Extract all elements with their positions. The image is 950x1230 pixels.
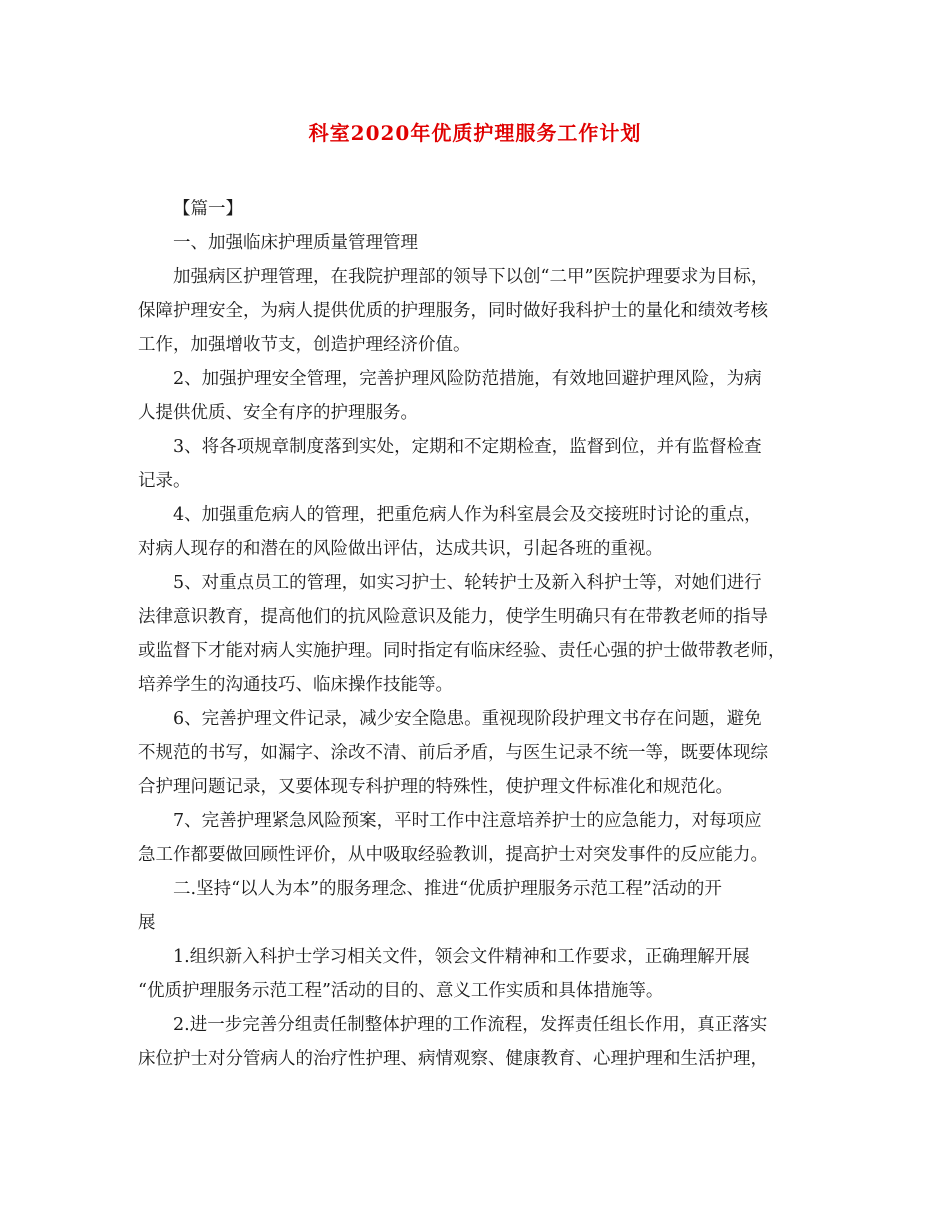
text-line: “优质护理服务示范工程”活动的目的、意义工作实质和具体措施等。 bbox=[138, 981, 664, 1001]
paragraph bbox=[138, 940, 818, 1008]
text-line: 工作，加强增收节支，创造护理经济价值。 bbox=[138, 335, 471, 355]
text-line: 保障护理安全，为病人提供优质的护理服务，同时做好我科护士的量化和绩效考核 bbox=[138, 301, 768, 321]
section-label bbox=[138, 192, 818, 226]
text-line: 二.坚持“以人为本”的服务理念、推进“优质护理服务示范工程”活动的开 bbox=[173, 879, 722, 899]
text-line: 或监督下才能对病人实施护理。同时指定有临床经验、责任心强的护士做带教老师， bbox=[138, 641, 786, 661]
text-line: 2.进一步完善分组责任制整体护理的工作流程，发挥责任组长作用，真正落实 bbox=[173, 1015, 768, 1035]
paragraph bbox=[138, 702, 818, 804]
paragraph bbox=[138, 1008, 818, 1076]
text-line: 床位护士对分管病人的治疗性护理、病情观察、健康教育、心理护理和生活护理， bbox=[138, 1049, 768, 1069]
paragraph bbox=[138, 566, 818, 702]
text-line: 对病人现存的和潜在的风险做出评估，达成共识，引起各班的重视。 bbox=[138, 539, 663, 559]
section-heading bbox=[138, 872, 818, 940]
text-line: 不规范的书写，如漏字、涂改不清、前后矛盾，与医生记录不统一等，既要体现综 bbox=[138, 743, 768, 763]
text-line: 合护理问题记录，又要体现专科护理的特殊性，使护理文件标准化和规范化。 bbox=[138, 777, 733, 797]
text-line: 法律意识教育，提高他们的抗风险意识及能力，使学生明确只有在带教老师的指导 bbox=[138, 607, 768, 627]
text-line: 2、加强护理安全管理，完善护理风险防范措施，有效地回避护理风险，为病 bbox=[173, 369, 762, 389]
text-line: 【篇一】 bbox=[173, 199, 243, 219]
text-line: 5、对重点员工的管理，如实习护士、轮转护士及新入科护士等，对她们进行 bbox=[173, 573, 762, 593]
text-line: 急工作都要做回顾性评价，从中吸取经验教训，提高护士对突发事件的反应能力。 bbox=[138, 845, 768, 865]
text-line: 1.组织新入科护士学习相关文件，领会文件精神和工作要求，正确理解开展 bbox=[173, 947, 750, 967]
text-line: 7、完善护理紧急风险预案，平时工作中注意培养护士的应急能力，对每项应 bbox=[173, 811, 762, 831]
text-line: 3、将各项规章制度落到实处，定期和不定期检查，监督到位，并有监督检查 bbox=[173, 437, 762, 457]
text-line: 培养学生的沟通技巧、临床操作技能等。 bbox=[138, 675, 453, 695]
text-line: 4、加强重危病人的管理，把重危病人作为科室晨会及交接班时讨论的重点， bbox=[173, 505, 762, 525]
text-line: 记录。 bbox=[138, 471, 191, 491]
paragraph bbox=[138, 804, 818, 872]
paragraph bbox=[138, 260, 818, 362]
document-title: 科室2020年优质护理服务工作计划 bbox=[308, 121, 642, 145]
section-heading bbox=[138, 226, 818, 260]
text-line: 一、加强临床护理质量管理管理 bbox=[173, 233, 418, 253]
text-line: 6、完善护理文件记录，减少安全隐患。重视现阶段护理文书存在问题，避免 bbox=[173, 709, 762, 729]
text-line: 人提供优质、安全有序的护理服务。 bbox=[138, 403, 418, 423]
text-line: 加强病区护理管理，在我院护理部的领导下以创“二甲”医院护理要求为目标， bbox=[173, 267, 769, 287]
text-line: 展 bbox=[138, 913, 156, 933]
paragraph bbox=[138, 362, 818, 430]
paragraph bbox=[138, 498, 818, 566]
document-body bbox=[138, 192, 818, 1076]
paragraph bbox=[138, 430, 818, 498]
